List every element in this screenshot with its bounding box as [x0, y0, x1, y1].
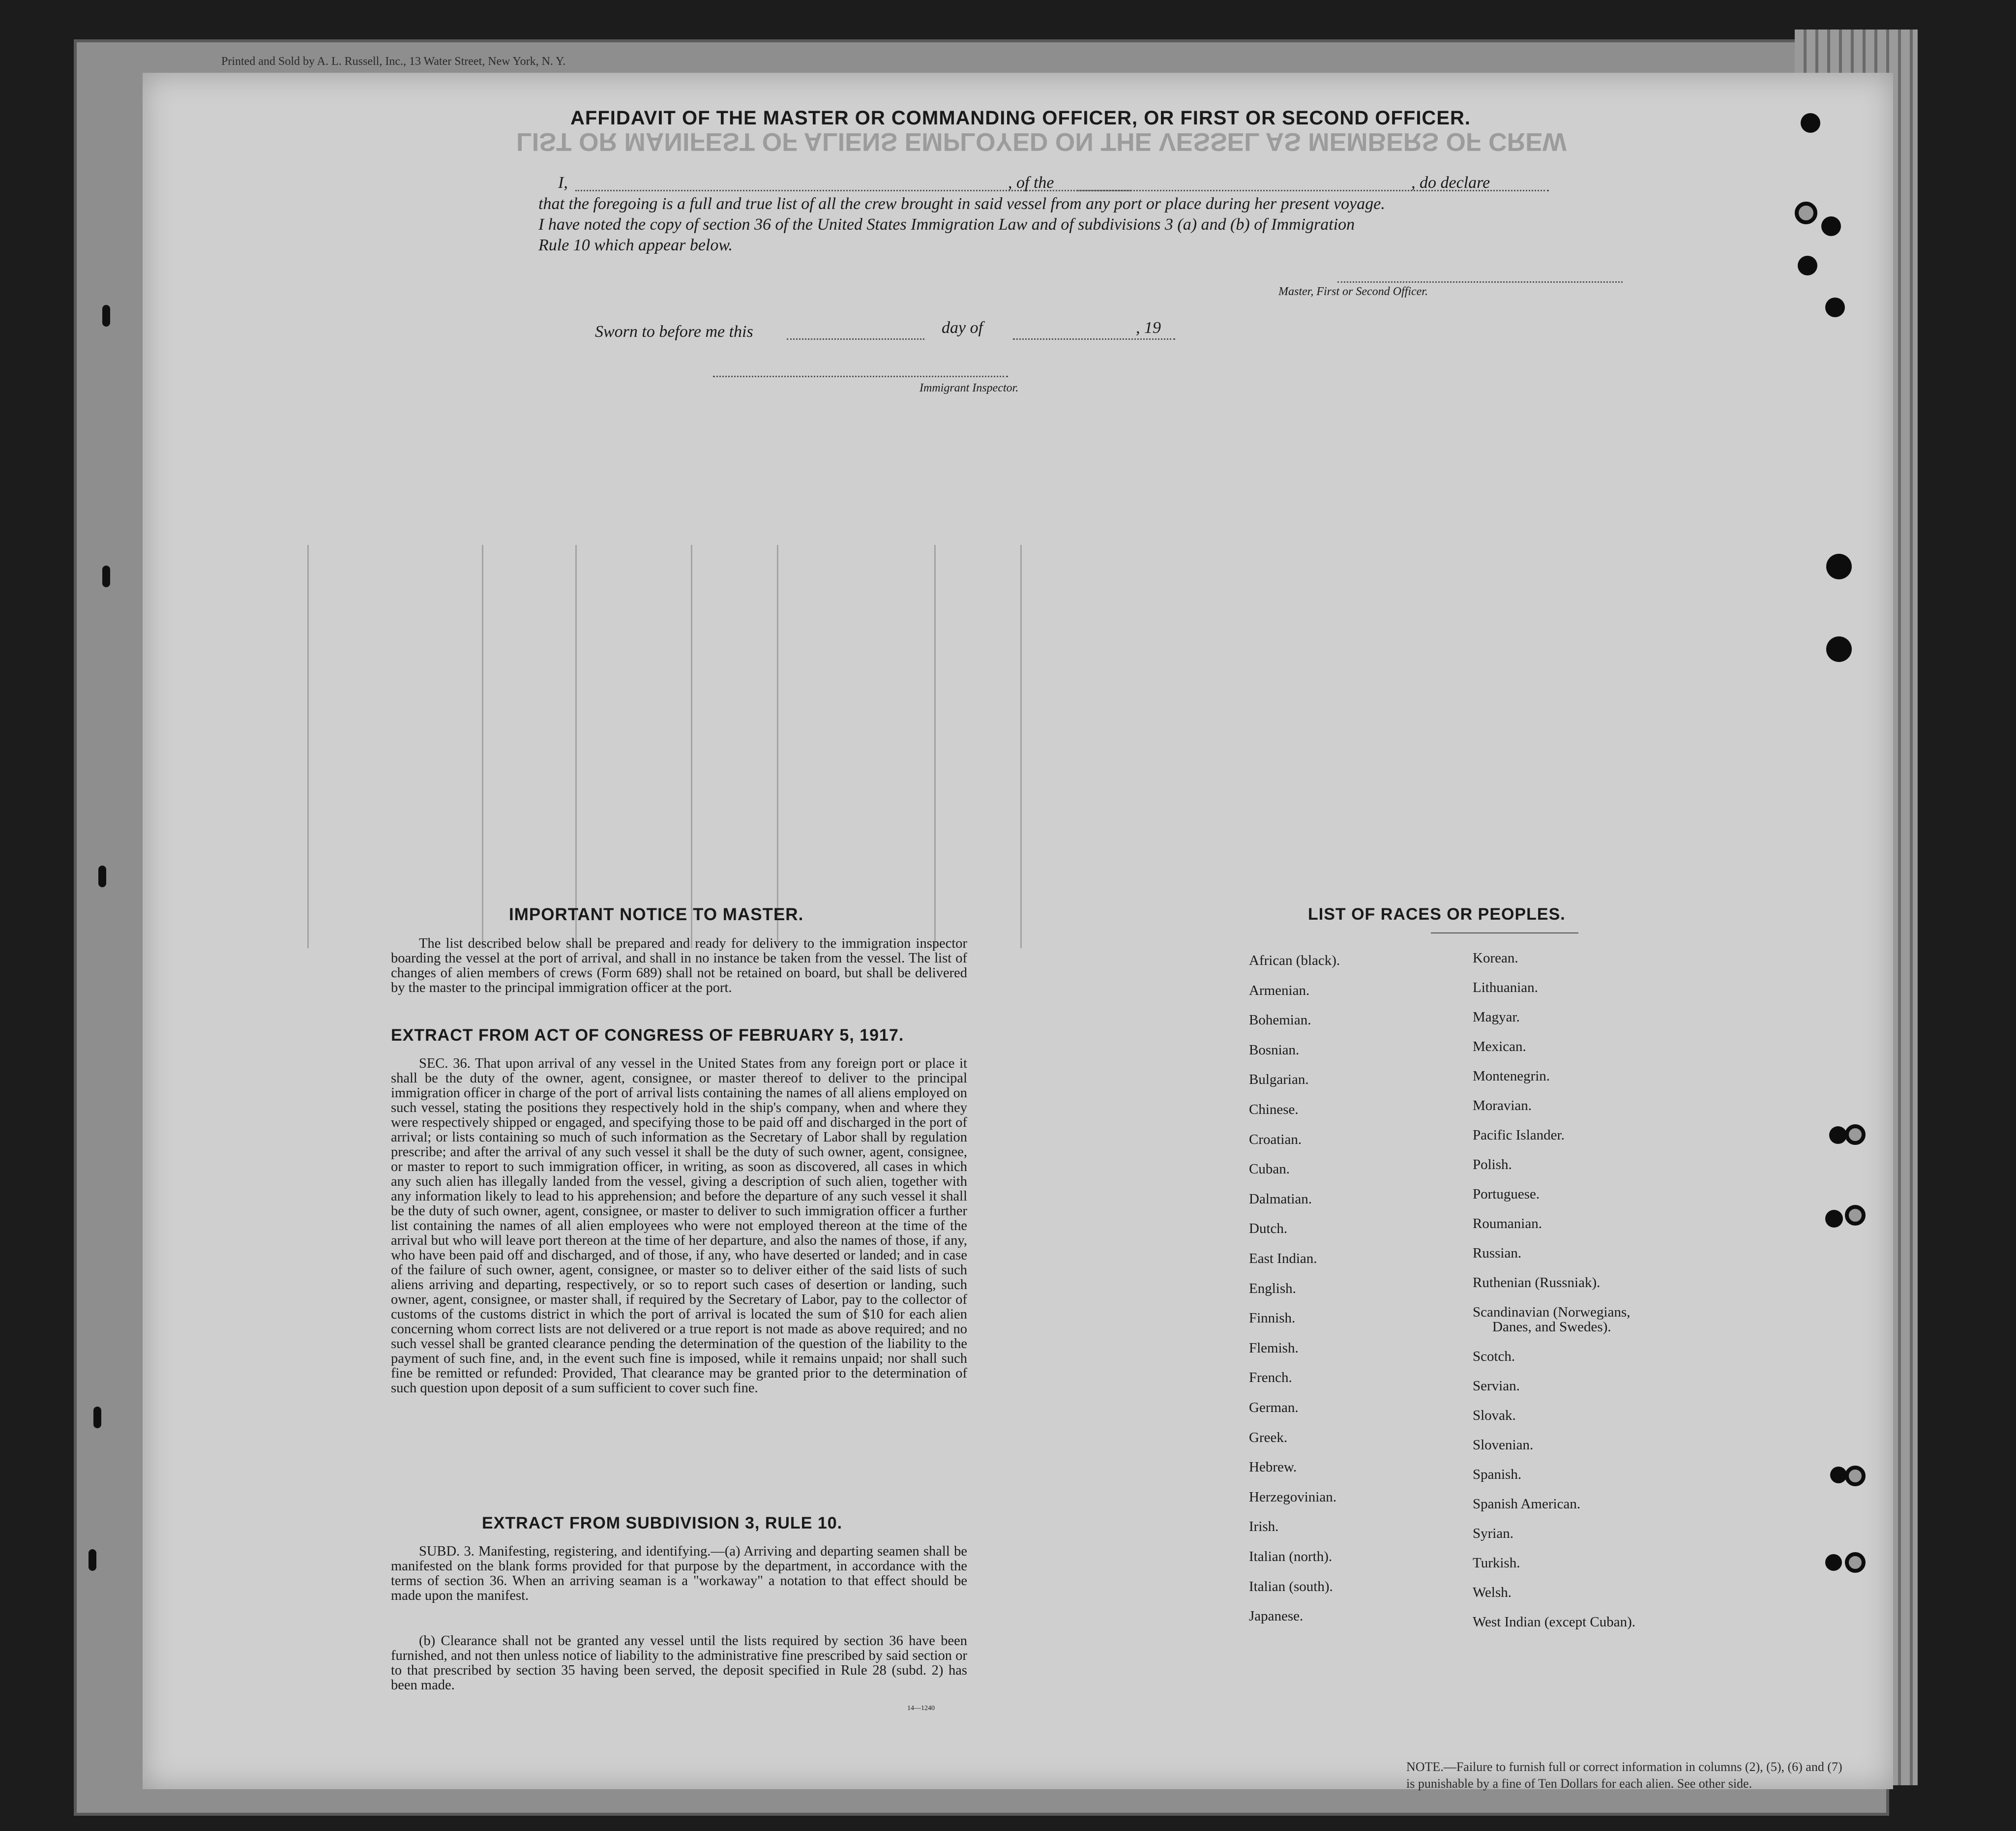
act-extract-text: SEC. 36. That upon arrival of any vessel in the United States from any foreign port or place it shall be the duty of the owner, agent, consignee, or master thereof to deliver to the principal immigration officer in charge of the port of arrival lists containing the names of all aliens employed on such vessel, stating the positions they respectively hold in the ship's company, when and where they were respectively shipped or engaged, and specifying those to be paid off and discharged in the port of arrival; or lists containing so much of such information as the Secretary of Labor shall by regulation prescribe; and after the arrival of any such vessel it shall be the duty of such owner, agent, consignee, or master to report to such immigration officer, in writing, as soon as discovered, all cases in which any such alien has illegally landed from the vessel, giving a description of such alien, together with any information likely to lead to his apprehension; and before the departure of any such vessel it shall be the duty of such owner, agent, consignee, or master to deliver to such immigration officer a further list containing the names of all alien employees who were not employed thereon at the time of the arrival but who will leave port thereon at the time of her departure, and also the names of those, if any, who have been paid off and discharged, and of those, if any, who have deserted or landed; and in case of the failure of such owner, agent, consignee, or master so to deliver either of the said lists of such aliens arriving and departing, respectively, or so to report such cases of desertion or landing, such owner, agent, consignee, or master shall, if required by the Secretary of Labor, pay to the collector of customs of the customs district in which the port of arrival is located the sum of $10 for each alien concerning whom correct lists are not delivered or a true report is not made as above required; and no such vessel shall be granted clearance pending the determination of the question of the liability to the payment of such fine, and, in the event such fine is imposed, while it remains unpaid; nor shall such fine be remitted or refunded: Provided, That clearance may be granted prior to the determination of such question upon deposit of a sum sufficient to cover such fine.: [391, 1056, 967, 1396]
race-item: Croatian.: [1249, 1131, 1302, 1147]
punch-hole: [1798, 256, 1817, 275]
race-item: Slovak.: [1473, 1408, 1516, 1423]
punch-hole: [1821, 216, 1841, 236]
race-item: English.: [1249, 1280, 1296, 1296]
race-item: Pacific Islander.: [1473, 1127, 1565, 1143]
race-item: Russian.: [1473, 1245, 1522, 1261]
race-item: Spanish American.: [1473, 1496, 1581, 1512]
race-item: Italian (south).: [1249, 1578, 1333, 1594]
race-item: Italian (north).: [1249, 1549, 1333, 1564]
race-item: Dalmatian.: [1249, 1191, 1312, 1207]
manifest-page: [143, 73, 1893, 1789]
race-item: Moravian.: [1473, 1098, 1532, 1113]
punch-ring: [1845, 1124, 1866, 1145]
race-item: African (black).: [1249, 953, 1340, 968]
bleed-through-rule: [777, 545, 778, 948]
race-item: Herzegovinian.: [1249, 1489, 1336, 1505]
affidavit-do-declare: , do declare: [1411, 174, 1490, 192]
race-item: Montenegrin.: [1473, 1068, 1550, 1084]
day-blank: [787, 338, 924, 340]
race-item: Armenian.: [1249, 982, 1310, 998]
notice-title: IMPORTANT NOTICE TO MASTER.: [509, 905, 804, 924]
race-item: Japanese.: [1249, 1608, 1304, 1624]
race-item: Danes, and Swedes).: [1492, 1319, 1611, 1335]
rule-extract-title: EXTRACT FROM SUBDIVISION 3, RULE 10.: [482, 1514, 843, 1532]
races-title: LIST OF RACES OR PEOPLES.: [1308, 905, 1566, 924]
act-extract-title: EXTRACT FROM ACT OF CONGRESS OF FEBRUARY 5, 1917.: [391, 1026, 904, 1045]
punch-ring: [1845, 1205, 1866, 1226]
punch-hole: [1801, 113, 1820, 133]
punch-hole: [1829, 1126, 1847, 1144]
race-item: German.: [1249, 1400, 1299, 1415]
race-item: Portuguese.: [1473, 1186, 1540, 1202]
race-item: Irish.: [1249, 1519, 1279, 1535]
binder-hole: [98, 866, 106, 887]
punch-ring: [1795, 202, 1817, 224]
race-item: Chinese.: [1249, 1102, 1299, 1117]
bleed-through-rule: [934, 545, 936, 948]
race-item: Spanish.: [1473, 1467, 1522, 1482]
month-blank: [1013, 338, 1175, 340]
punch-hole: [1825, 1554, 1842, 1571]
race-item: Roumanian.: [1473, 1216, 1542, 1231]
races-title-rule: [1431, 932, 1578, 933]
race-item: Slovenian.: [1473, 1437, 1534, 1453]
bleed-through-rule: [575, 545, 577, 948]
race-item: Finnish.: [1249, 1310, 1296, 1326]
form-number: 14—1240: [907, 1705, 935, 1712]
rule-extract-text-b: (b) Clearance shall not be granted any vessel until the lists required by section 36 have been furnished, and not then unless notice of liability to the administrative fine prescribed by said section or to that prescribed by section 35 having been served, the deposit specified in Rule 28 (subd. 2) has been made.: [391, 1633, 967, 1693]
race-item: Cuban.: [1249, 1161, 1290, 1177]
punch-hole: [1825, 1210, 1843, 1228]
notice-text: The list described below shall be prepared and ready for delivery to the immigration inspector boarding the vessel at the port of arrival, and shall in no instance be taken from the vessel. The list of changes of alien members of crews (Form 689) shall not be retained on board, but shall be delivered by the master to the principal immigration officer at the port.: [391, 936, 967, 995]
affidavit-line-3: I have noted the copy of section 36 of the United States Immigration Law and of subdivisions 3 (a) and (b) of Immigration: [538, 215, 1355, 234]
footnote-line-2: is punishable by a fine of Ten Dollars for each alien. See other side.: [1406, 1776, 1752, 1791]
rule-extract-text-a: SUBD. 3. Manifesting, registering, and identifying.—(a) Arriving and departing seamen shall be manifested on the blank forms provided for that purpose by the department, in accordance with the terms of section 36. When an arriving seaman is a "workaway" a notation to that effect should be made upon the manifest.: [391, 1544, 967, 1603]
race-item: Greek.: [1249, 1429, 1288, 1445]
race-item: Servian.: [1473, 1378, 1520, 1394]
punch-ring: [1845, 1552, 1866, 1573]
race-item: Scotch.: [1473, 1349, 1515, 1364]
inspector-signature-line: [713, 376, 1008, 377]
race-item: Syrian.: [1473, 1526, 1513, 1541]
race-item: Dutch.: [1249, 1221, 1288, 1237]
binder-hole: [102, 305, 110, 327]
master-signature-line: [1337, 281, 1623, 283]
binder-hole: [93, 1407, 101, 1428]
bleed-through-rule: [482, 545, 483, 948]
punch-ring: [1845, 1466, 1866, 1486]
binder-hole: [89, 1549, 96, 1571]
bleed-through-title: LIST OR MANIFEST OF ALIENS EMPLOYED ON THE VESSEL AS MEMBERS OF CREW: [516, 127, 1567, 156]
affidavit-line-4: Rule 10 which appear below.: [538, 236, 733, 254]
year-text: , 19: [1136, 319, 1161, 337]
inspector-signature-label: Immigrant Inspector.: [919, 382, 1019, 394]
race-item: West Indian (except Cuban).: [1473, 1614, 1636, 1630]
punch-hole: [1826, 554, 1852, 579]
race-item: Bosnian.: [1249, 1042, 1300, 1058]
race-item: Bulgarian.: [1249, 1072, 1309, 1088]
bleed-through-rule: [691, 545, 692, 948]
race-item: Bohemian.: [1249, 1012, 1311, 1028]
race-item: Magyar.: [1473, 1009, 1520, 1025]
race-item: Hebrew.: [1249, 1459, 1297, 1475]
day-of-text: day of: [942, 319, 983, 337]
race-item: Ruthenian (Russniak).: [1473, 1275, 1601, 1291]
race-item: Welsh.: [1473, 1585, 1512, 1600]
affidavit-of-the: , of the: [1008, 174, 1054, 192]
footnote-line-1: NOTE.—Failure to furnish full or correct information in columns (2), (5), (6) and (7): [1406, 1760, 1842, 1774]
punch-hole: [1830, 1467, 1847, 1483]
race-item: Lithuanian.: [1473, 980, 1538, 995]
affidavit-title: AFFIDAVIT OF THE MASTER OR COMMANDING OFFICER, OR FIRST OR SECOND OFFICER.: [570, 107, 1471, 129]
bleed-through-rule: [1020, 545, 1022, 948]
binder-hole: [102, 566, 110, 587]
race-item: Flemish.: [1249, 1340, 1299, 1356]
affidavit-line-2: that the foregoing is a full and true list of all the crew brought in said vessel from any port or place during her present voyage.: [538, 195, 1385, 213]
race-item: Mexican.: [1473, 1039, 1526, 1054]
printer-imprint: Printed and Sold by A. L. Russell, Inc., 13 Water Street, New York, N. Y.: [221, 55, 566, 68]
race-item: Polish.: [1473, 1157, 1512, 1172]
affidavit-i: I,: [558, 174, 568, 192]
punch-hole: [1825, 298, 1845, 317]
punch-hole: [1826, 636, 1852, 662]
master-signature-label: Master, First or Second Officer.: [1278, 285, 1428, 298]
race-item: Korean.: [1473, 950, 1518, 966]
race-item: Scandinavian (Norwegians,: [1473, 1304, 1631, 1320]
race-item: Turkish.: [1473, 1555, 1520, 1571]
race-item: East Indian.: [1249, 1251, 1317, 1266]
sworn-text: Sworn to before me this: [595, 323, 753, 341]
bleed-through-rule: [307, 545, 309, 948]
race-item: French.: [1249, 1370, 1292, 1386]
